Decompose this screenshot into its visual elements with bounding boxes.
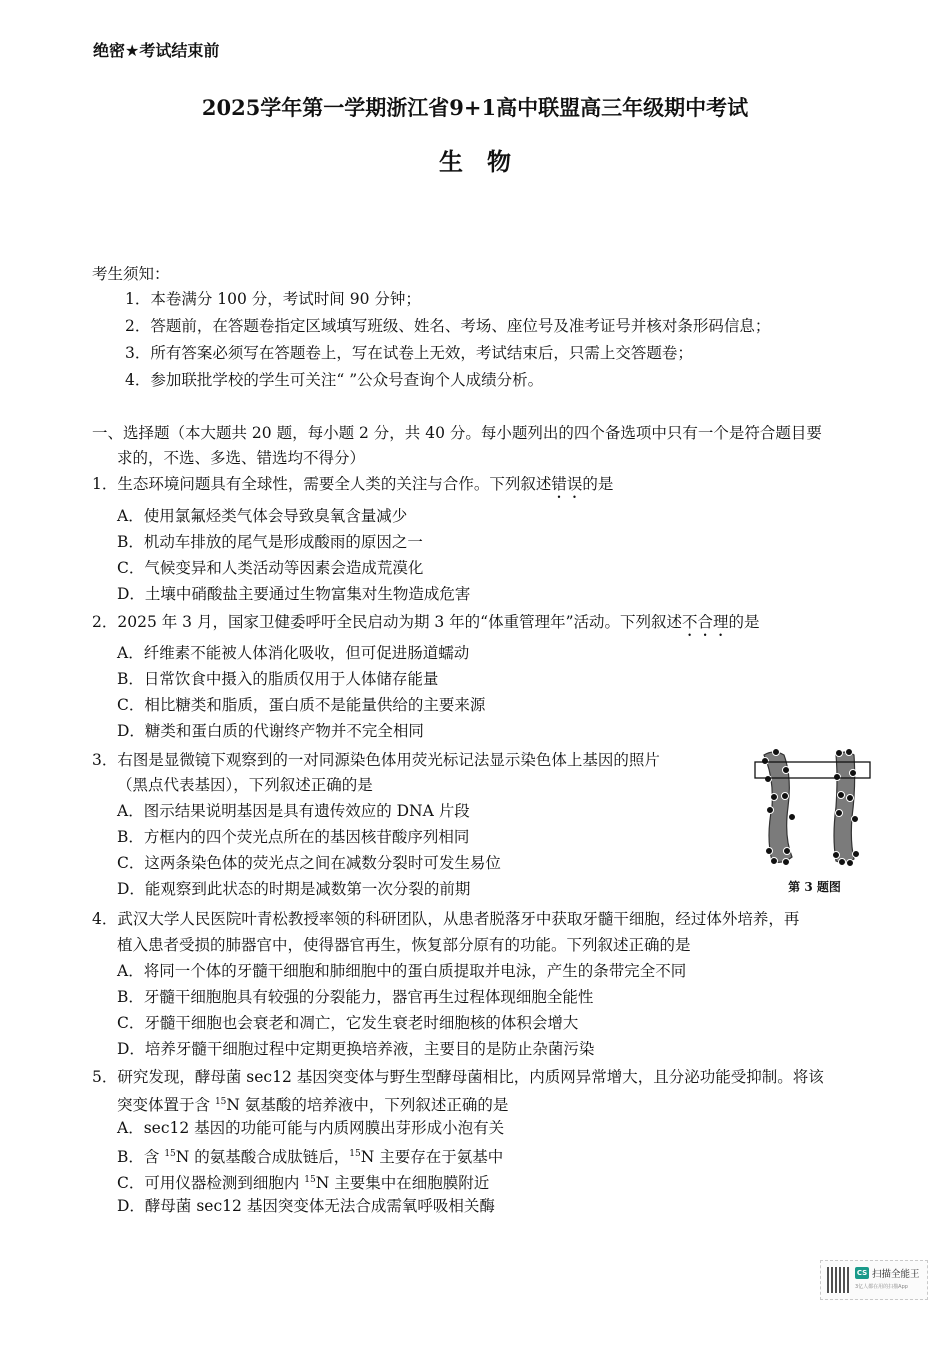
homologous-chromosomes-image	[752, 747, 877, 872]
isotope-superscript: 15	[214, 1097, 227, 1107]
option-text: N 主要存在于氨基中	[360, 1148, 504, 1166]
stem-text: 的是	[728, 613, 760, 631]
question-4-stem-cont: 植入患者受损的肺器官中，使得器官再生，恢复部分原有的功能。下列叙述正确的是	[117, 936, 691, 954]
question-2-option-d: D．糖类和蛋白质的代谢终产物并不完全相同	[117, 722, 424, 740]
question-1-option-c: C．气候变异和人类活动等因素会造成荒漠化	[117, 559, 424, 577]
question-1-option-a: A．使用氯氟烃类气体会导致臭氧含量减少	[117, 507, 408, 525]
notice-item: 1．本卷满分 100 分，考试时间 90 分钟；	[125, 290, 421, 308]
option-text: N 的氨基酸合成肽链后，	[175, 1148, 350, 1166]
app-tagline: 3亿人都在用的扫描App	[855, 1284, 908, 1290]
question-5-stem: 5．研究发现，酵母菌 sec12 基因突变体与野生型酵母菌相比，内质网异常增大，且分泌功能受抑制。将该	[92, 1068, 824, 1086]
section-heading: 一、选择题（本大题共 20 题，每小题 2 分，共 40 分。每小题列出的四个备选项中只有一个是符合题目要	[92, 424, 822, 442]
question-1-stem	[92, 474, 613, 502]
question-5-stem-cont	[117, 1092, 508, 1115]
stem-text: 突变体置于含	[117, 1096, 215, 1114]
question-2-option-a: A．纤维素不能被人体消化吸收，但可促进肠道蠕动	[117, 644, 470, 662]
question-3-option-c: C．这两条染色体的荧光点之间在减数分裂时可发生易位	[117, 854, 501, 872]
question-2-option-b: B．日常饮食中摄入的脂质仅用于人体储存能量	[117, 670, 439, 688]
option-text: C．可用仪器检测到细胞内	[117, 1174, 305, 1192]
subject-title: 生物	[439, 147, 535, 176]
exam-title: 2025学年第一学期浙江省9+1高中联盟高三年级期中考试	[201, 95, 749, 120]
stem-text: 1．生态环境问题具有全球性，需要全人类的关注与合作。下列叙述	[92, 475, 552, 493]
emphasized-word: 错误	[551, 475, 583, 493]
option-text: B．含	[117, 1148, 165, 1166]
qr-code-icon	[827, 1267, 849, 1293]
app-name: 扫描全能王	[872, 1269, 920, 1280]
question-3-option-a: A．图示结果说明基因是具有遗传效应的 DNA 片段	[117, 802, 470, 820]
question-5-option-b	[117, 1144, 503, 1167]
isotope-superscript: 15	[304, 1175, 316, 1185]
question-3-stem-cont: （黑点代表基因），下列叙述正确的是	[117, 776, 373, 794]
chromosome-figure	[752, 747, 877, 872]
question-3-option-d: D．能观察到此状态的时期是减数第一次分裂的前期	[117, 880, 471, 898]
question-5-option-c	[117, 1170, 489, 1193]
question-1-option-b: B．机动车排放的尾气是形成酸雨的原因之一	[117, 533, 423, 551]
notice-item: 4．参加联批学校的学生可关注“ ”公众号查询个人成绩分析。	[125, 371, 544, 389]
question-2-option-c: C．相比糖类和脂质，蛋白质不是能量供给的主要来源	[117, 696, 486, 714]
stem-text: N 氨基酸的培养液中，下列叙述正确的是	[226, 1096, 509, 1114]
option-text: N 主要集中在细胞膜附近	[315, 1174, 490, 1192]
question-3-option-b: B．方框内的四个荧光点所在的基因核苷酸序列相同	[117, 828, 470, 846]
question-1-option-d: D．土壤中硝酸盐主要通过生物富集对生物造成危害	[117, 585, 471, 603]
emphasized-word: 不合理	[682, 613, 729, 631]
isotope-superscript: 15	[349, 1149, 361, 1159]
question-3-stem: 3．右图是显微镜下观察到的一对同源染色体用荧光标记法显示染色体上基因的照片	[92, 751, 660, 769]
camscanner-logo-icon: CS	[856, 1269, 868, 1277]
notice-heading: 考生须知：	[92, 265, 170, 283]
notice-item: 2．答题前，在答题卷指定区域填写班级、姓名、考场、座位号及准考证号并核对条形码信息；	[125, 317, 771, 335]
question-4-option-d: D．培养牙髓干细胞过程中定期更换培养液，主要目的是防止杂菌污染	[117, 1040, 595, 1058]
figure-caption: 第 3 题图	[788, 880, 841, 894]
stem-text: 2．2025 年 3 月，国家卫健委呼吁全民启动为期 3 年的“体重管理年”活动。下列叙述	[92, 613, 683, 631]
section-heading-cont: 求的，不选、多选、错选均不得分）	[117, 449, 366, 467]
question-4-stem: 4．武汉大学人民医院叶青松教授率领的科研团队，从患者脱落牙中获取牙髓干细胞，经过体外培养，再	[92, 910, 800, 928]
question-4-option-c: C．牙髓干细胞也会衰老和凋亡，它发生衰老时细胞核的体积会增大	[117, 1014, 579, 1032]
question-5-option-a: A．sec12 基因的功能可能与内质网膜出芽形成小泡有关	[117, 1119, 505, 1137]
scanner-watermark	[820, 1260, 928, 1300]
question-5-option-d: D．酵母菌 sec12 基因突变体无法合成需氧呼吸相关酶	[117, 1197, 495, 1215]
question-4-option-b: B．牙髓干细胞胞具有较强的分裂能力，器官再生过程体现细胞全能性	[117, 988, 594, 1006]
stem-text: 的是	[582, 475, 614, 493]
question-4-option-a: A．将同一个体的牙髓干细胞和肺细胞中的蛋白质提取并电泳，产生的条带完全不同	[117, 962, 687, 980]
question-2-stem	[92, 612, 760, 640]
notice-item: 3．所有答案必须写在答题卷上，写在试卷上无效，考试结束后，只需上交答题卷；	[125, 344, 693, 362]
confidential-mark: 绝密★考试结束前	[93, 41, 220, 60]
isotope-superscript: 15	[164, 1149, 176, 1159]
